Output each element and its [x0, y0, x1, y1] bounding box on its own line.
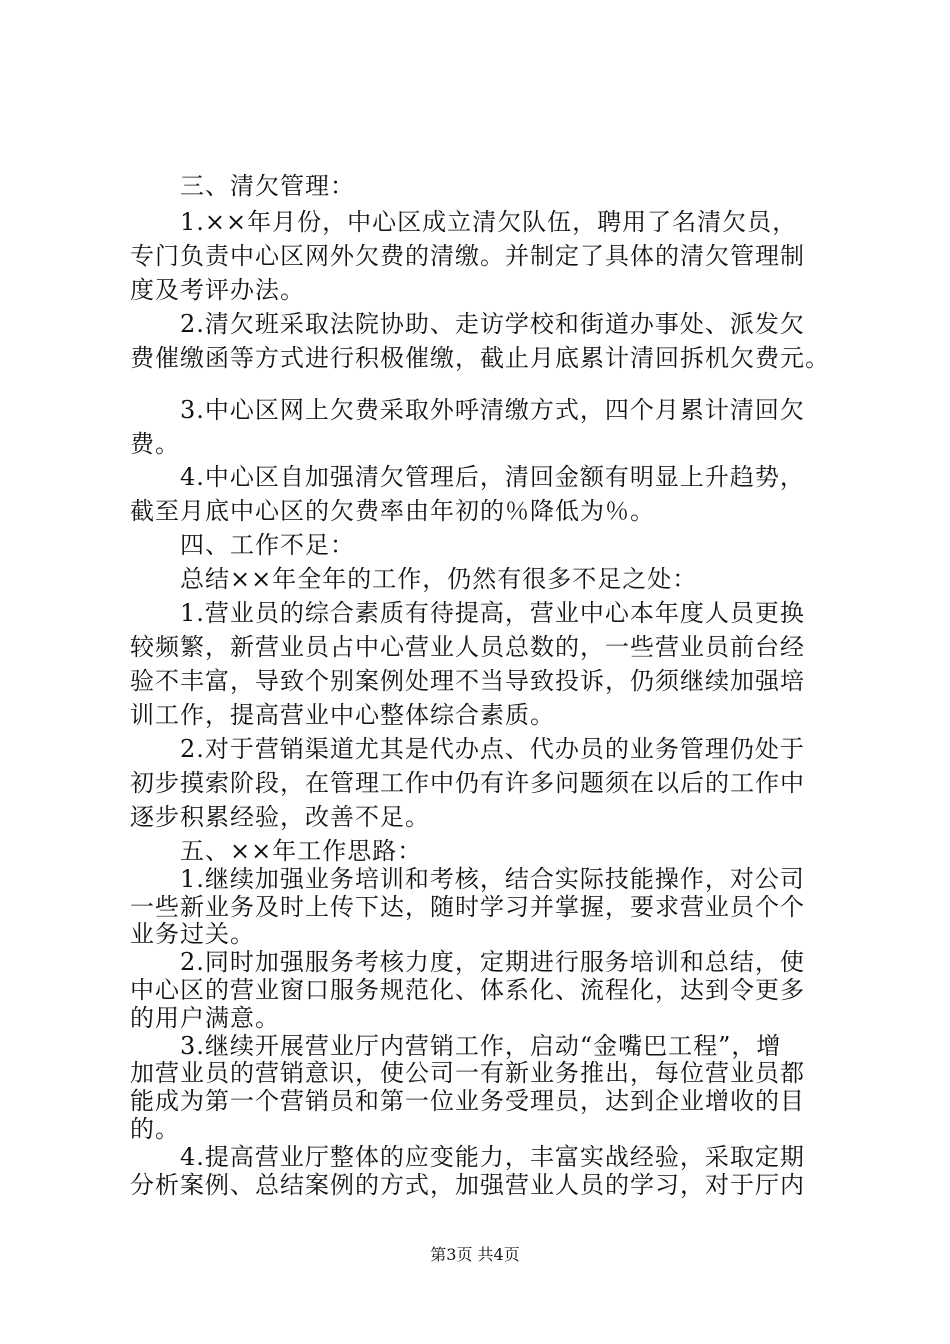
- paragraph-line: 的。: [130, 1115, 180, 1143]
- section-heading-work-plan: 五、××年工作思路：: [130, 837, 423, 865]
- paragraph-line: 业务过关。: [130, 920, 255, 949]
- paragraph-line: 4.中心区自加强清欠管理后，清回金额有明显上升趋势，: [130, 463, 805, 491]
- paragraph-line: 初步摸索阶段，在管理工作中仍有许多问题须在以后的工作中: [130, 769, 805, 797]
- section-heading-shortcomings: 四、工作不足：: [130, 531, 355, 559]
- paragraph-line: 训工作，提高营业中心整体综合素质。: [130, 701, 555, 729]
- paragraph-line: 4.提高营业厅整体的应变能力，丰富实战经验，采取定期: [130, 1142, 805, 1171]
- paragraph-line: 截至月底中心区的欠费率由年初的％降低为％。: [130, 497, 655, 525]
- paragraph-line: 专门负责中心区网外欠费的清缴。并制定了具体的清欠管理制: [130, 242, 805, 270]
- paragraph-line: 中心区的营业窗口服务规范化、体系化、流程化，达到令更多: [130, 976, 805, 1004]
- paragraph-line: 加营业员的营销意识，使公司一有新业务推出，每位营业员都: [130, 1059, 805, 1088]
- paragraph-line: 2.同时加强服务考核力度，定期进行服务培训和总结，使: [130, 948, 805, 977]
- paragraph-line: 能成为第一个营销员和第一位业务受理员，达到企业增收的目: [130, 1087, 805, 1116]
- paragraph-line: 费催缴函等方式进行积极催缴，截止月底累计清回拆机欠费元。: [130, 344, 830, 372]
- page-number-footer: 第3页 共4页: [430, 1245, 520, 1264]
- paragraph-line: 验不丰富，导致个别案例处理不当导致投诉，仍须继续加强培: [130, 667, 805, 695]
- paragraph-line: 3.中心区网上欠费采取外呼清缴方式，四个月累计清回欠: [130, 396, 805, 424]
- paragraph-line: 2.对于营销渠道尤其是代办点、代办员的业务管理仍处于: [130, 735, 805, 763]
- section-heading-debt-management: 三、清欠管理：: [130, 172, 355, 200]
- paragraph-line: 逐步积累经验，改善不足。: [130, 803, 430, 831]
- paragraph-line: 3.继续开展营业厅内营销工作，启动“金嘴巴工程”，增: [130, 1031, 782, 1060]
- paragraph-line: 1.继续加强业务培训和考核，结合实际技能操作，对公司: [130, 864, 805, 893]
- paragraph-line: 1.××年月份，中心区成立清欠队伍，聘用了名清欠员，: [130, 208, 798, 236]
- paragraph-line: 费。: [130, 430, 180, 458]
- paragraph-line: 较频繁，新营业员占中心营业人员总数的，一些营业员前台经: [130, 633, 805, 661]
- paragraph-line: 度及考评办法。: [130, 276, 305, 304]
- paragraph-line: 2.清欠班采取法院协助、走访学校和街道办事处、派发欠: [130, 310, 805, 338]
- paragraph-line: 一些新业务及时上传下达，随时学习并掌握，要求营业员个个: [130, 892, 805, 921]
- paragraph-line: 1.营业员的综合素质有待提高，营业中心本年度人员更换: [130, 599, 805, 627]
- paragraph-line: 总结××年全年的工作，仍然有很多不足之处：: [130, 565, 698, 593]
- paragraph-line: 的用户满意。: [130, 1003, 280, 1032]
- paragraph-line: 分析案例、总结案例的方式，加强营业人员的学习，对于厅内: [130, 1170, 805, 1199]
